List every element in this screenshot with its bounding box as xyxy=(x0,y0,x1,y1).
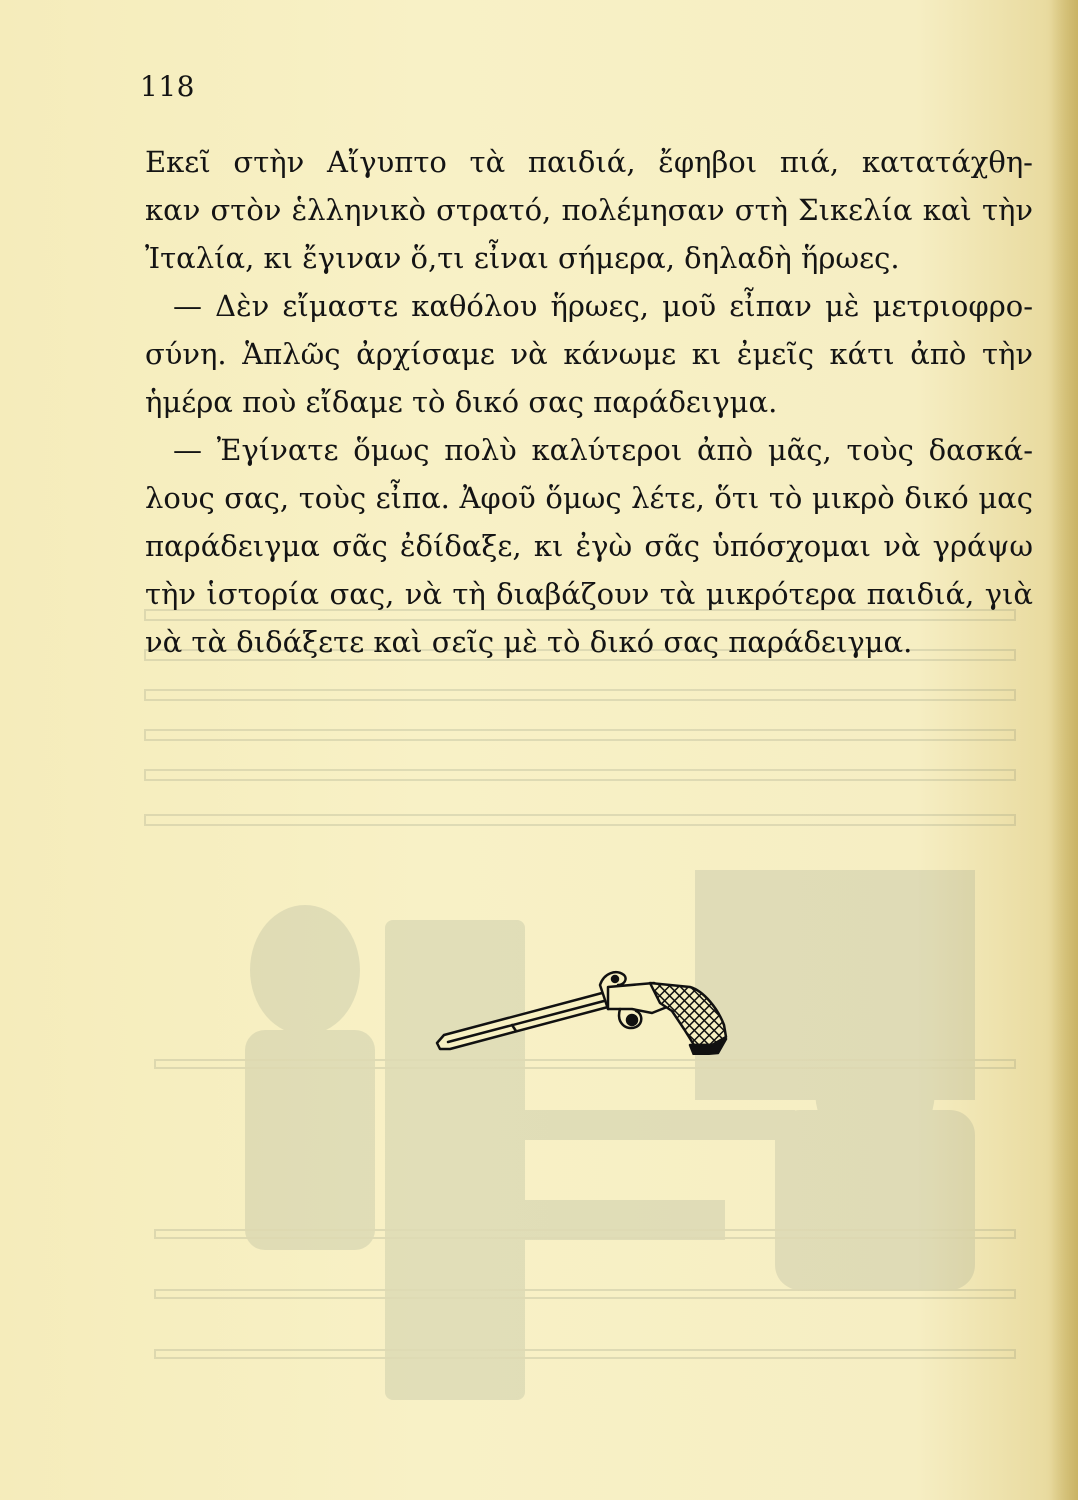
body-text xyxy=(145,138,1033,666)
text-line: Εκεῖ στὴν Αἴγυπτο τὰ παιδιά, ἔφηβοι πιά, κατατάχθη- xyxy=(145,145,1033,179)
paragraph xyxy=(145,282,1033,426)
pistol-icon xyxy=(432,965,732,1055)
page-number: 118 xyxy=(140,70,195,103)
text-line: λους σας, τοὺς εἶπα. Ἀφοῦ ὅμως λέτε, ὅτι τὸ μικρὸ δικό μας xyxy=(145,481,1033,515)
paragraph xyxy=(145,138,1033,282)
paragraph xyxy=(145,426,1033,666)
text-line: ἡμέρα ποὺ εἴδαμε τὸ δικό σας παράδειγμα. xyxy=(145,385,778,419)
text-line: νὰ τὰ διδάξετε καὶ σεῖς μὲ τὸ δικό σας παράδειγμα. xyxy=(145,625,913,659)
text-line: — Δὲν εἴμαστε καθόλου ἥρωες, μοῦ εἶπαν μὲ μετριοφρο- xyxy=(173,289,1033,323)
text-line: τὴν ἱστορία σας, νὰ τὴ διαβάζουν τὰ μικρότερα παιδιά, γιὰ xyxy=(145,577,1033,611)
text-line: — Ἐγίνατε ὅμως πολὺ καλύτεροι ἀπὸ μᾶς, τοὺς δασκά- xyxy=(173,433,1033,467)
text-line: Ἰταλία, κι ἔγιναν ὅ,τι εἶναι σήμερα, δηλαδὴ ἥρωες. xyxy=(145,241,900,275)
text-line: σύνη. Ἁπλῶς ἀρχίσαμε νὰ κάνωμε κι ἐμεῖς κάτι ἀπὸ τὴν xyxy=(145,337,1033,371)
page-edge-shadow xyxy=(1050,0,1078,1500)
text-line: καν στὸν ἑλληνικὸ στρατό, πολέμησαν στὴ Σικελία καὶ τὴν xyxy=(145,193,1033,227)
text-line: παράδειγμα σᾶς ἐδίδαξε, κι ἐγὼ σᾶς ὑπόσχομαι νὰ γράψω xyxy=(145,529,1033,563)
